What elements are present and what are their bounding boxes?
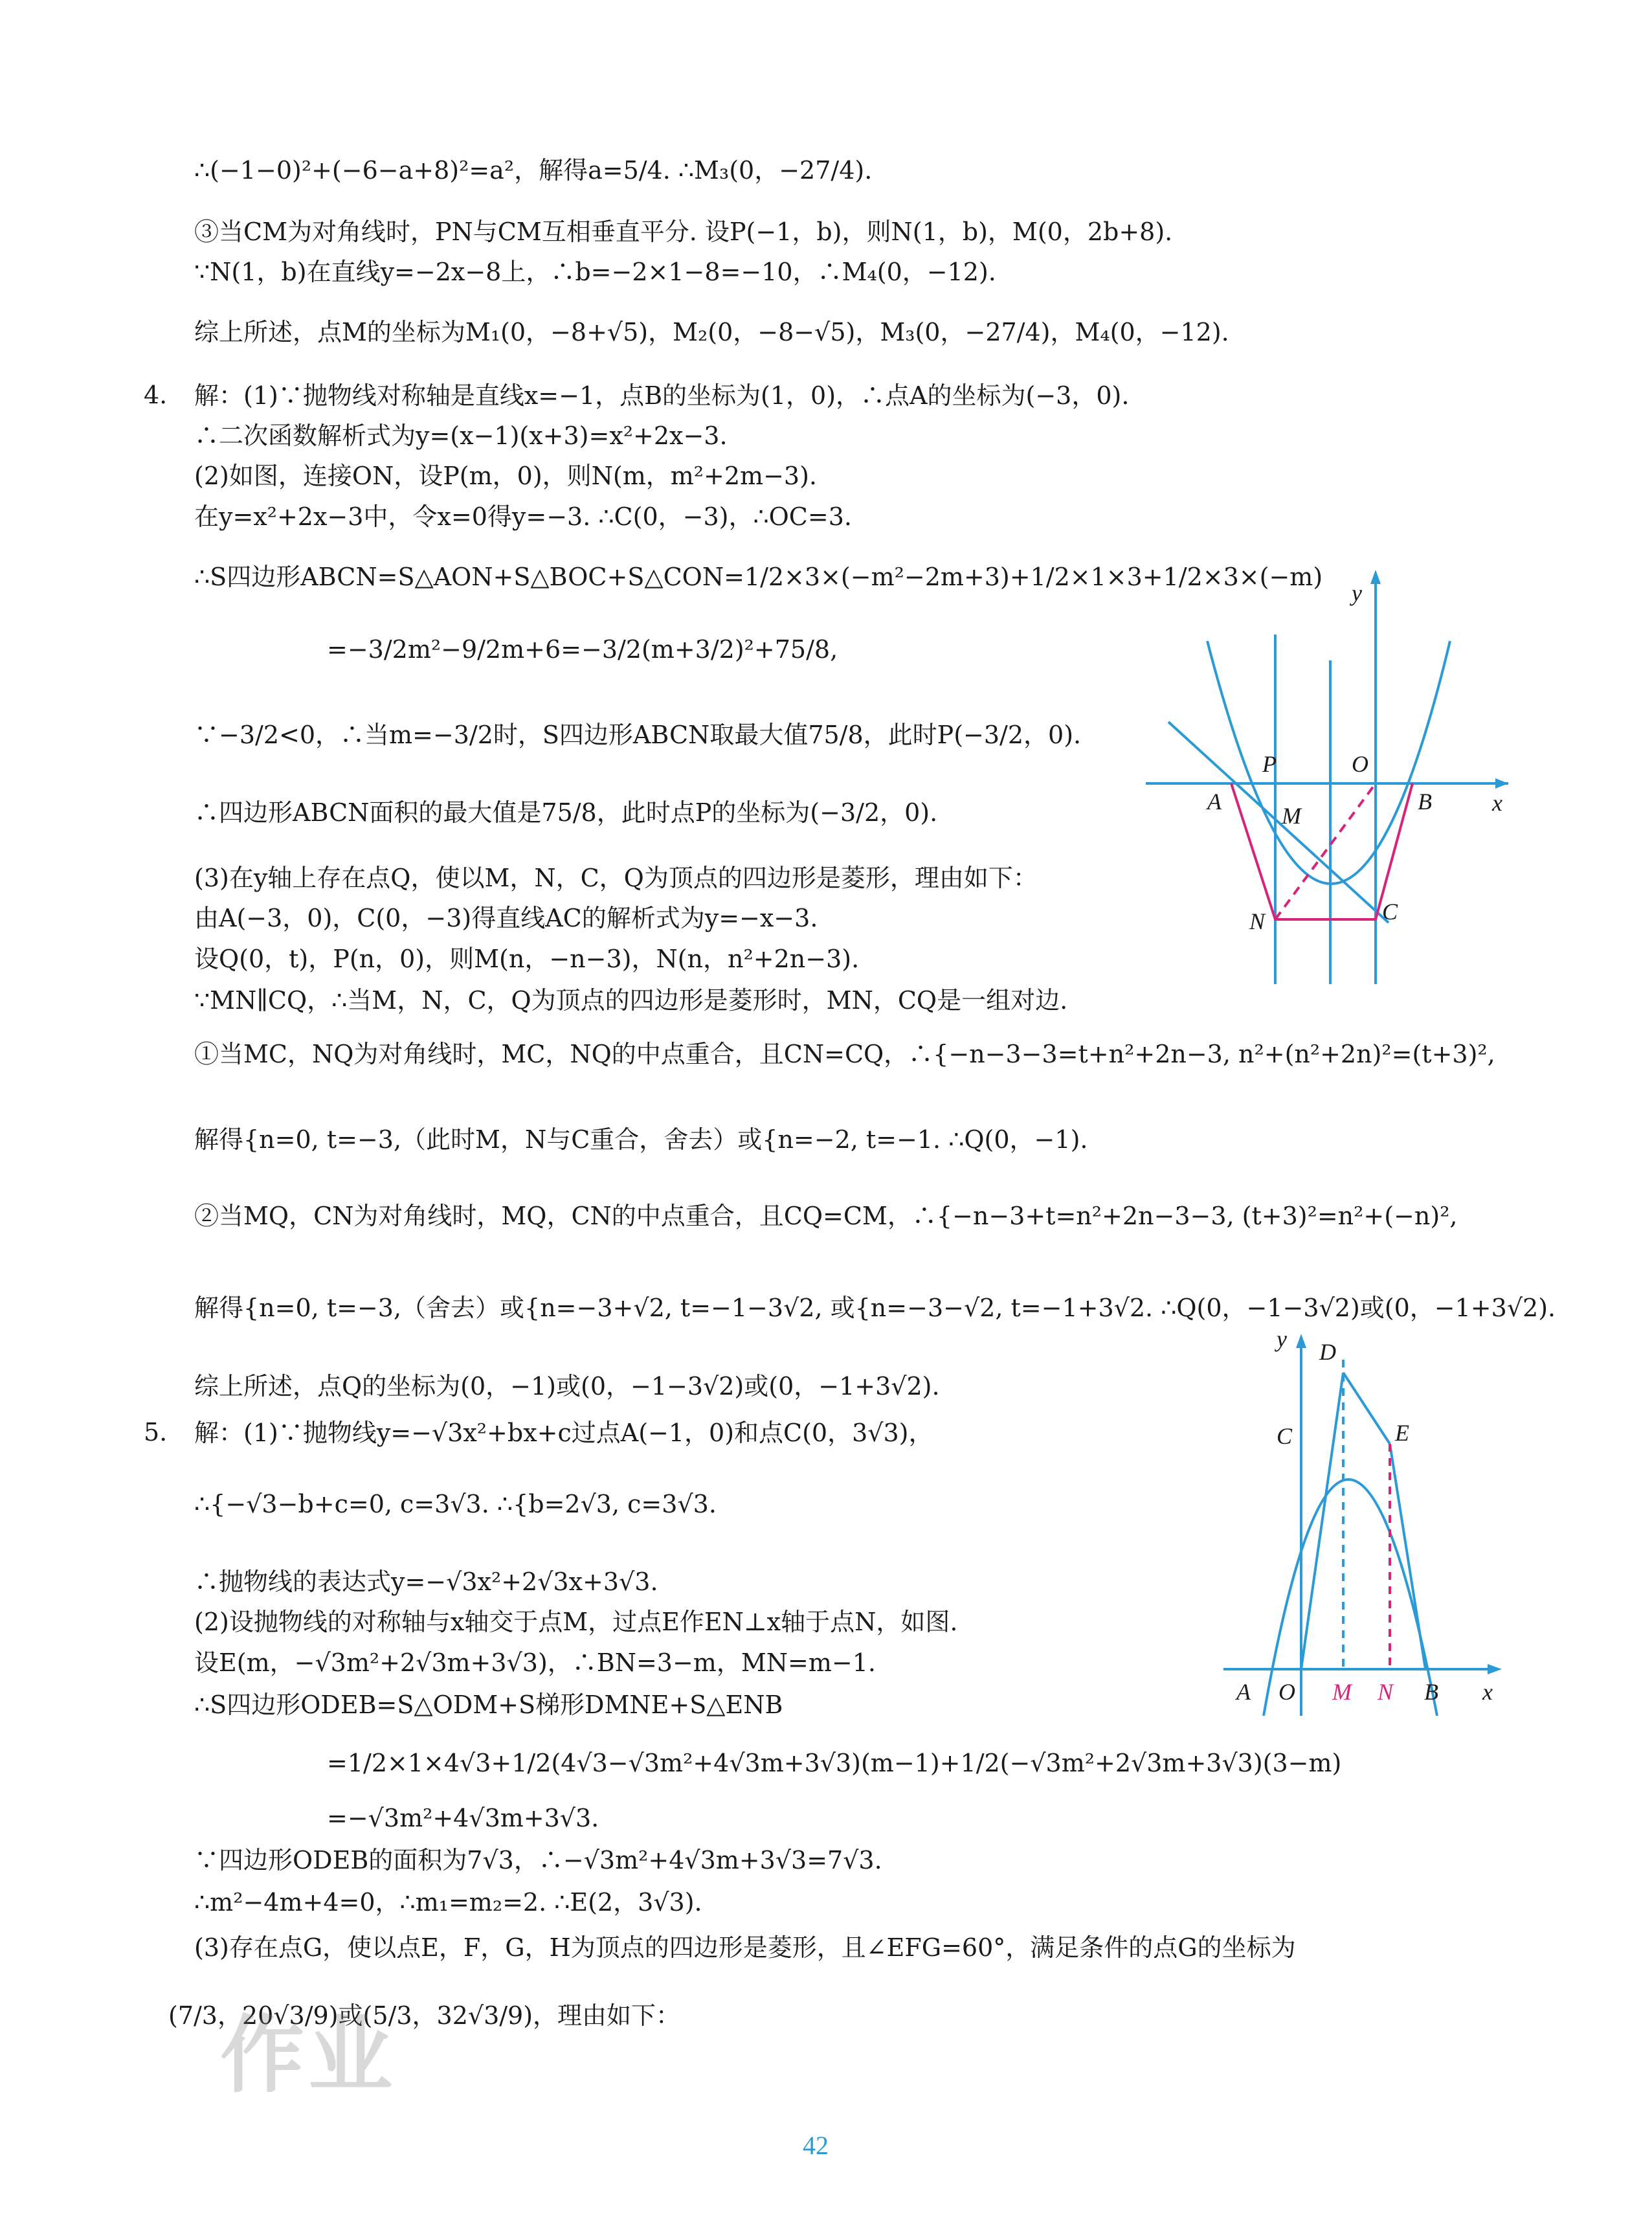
text-line: ②当MQ，CN为对角线时，MQ，CN的中点重合，且CQ=CM，∴{−n−3+t=n²+2n−3−3, (t+3)²=n²+(−n)², [194,1202,1458,1230]
text-line: (3)在y轴上存在点Q，使以M，N，C，Q为顶点的四边形是菱形，理由如下： [194,864,1038,892]
figure2-label-M: M [1332,1679,1352,1705]
figure1-label-M: M [1282,803,1301,829]
figure2-label-A: A [1236,1679,1251,1705]
text-line: ∴S四边形ABCN=S△AON+S△BOC+S△CON=1/2×3×(−m²−2m+3)+1/2×1×3+1/2×3×(−m) [194,563,1323,591]
text-line: =1/2×1×4√3+1/2(4√3−√3m²+4√3m+3√3)(m−1)+1/2(−√3m²+2√3m+3√3)(3−m) [327,1749,1342,1777]
text-line: ∴二次函数解析式为y=(x−1)(x+3)=x²+2x−3. [194,422,728,450]
text-line: 解：(1)∵抛物线对称轴是直线x=−1，点B的坐标为(1，0)，∴点A的坐标为(−3，0). [194,381,1130,410]
text-line: ∴S四边形ODEB=S△ODM+S梯形DMNE+S△ENB [194,1691,783,1719]
figure1-label-y: y [1352,580,1362,606]
problem-number: 4. [144,381,168,409]
text-line: 在y=x²+2x−3中，令x=0得y=−3. ∴C(0，−3)，∴OC=3. [194,502,852,531]
text-line: (7/3，20√3/9)或(5/3，32√3/9)，理由如下： [168,2001,681,2030]
text-line: ∵N(1，b)在直线y=−2x−8上，∴b=−2×1−8=−10，∴M₄(0，−12). [194,258,996,286]
problem-number: 5. [144,1418,168,1446]
text-line: ∴m²−4m+4=0，∴m₁=m₂=2. ∴E(2，3√3). [194,1888,702,1917]
text-line: 由A(−3，0)，C(0，−3)得直线AC的解析式为y=−x−3. [194,904,818,932]
text-line: ∴{−√3−b+c=0, c=3√3. ∴{b=2√3, c=3√3. [194,1490,717,1518]
text-line: (2)设抛物线的对称轴与x轴交于点M，过点E作EN⊥x轴于点N，如图. [194,1608,958,1636]
text-line: ∵MN∥CQ，∴当M，N，C，Q为顶点的四边形是菱形时，MN，CQ是一组对边. [194,986,1068,1015]
text-line: 设Q(0，t)，P(n，0)，则M(n，−n−3)，N(n，n²+2n−3). [194,945,860,973]
text-line: =−√3m²+4√3m+3√3. [327,1804,599,1832]
figure-parabola-2 [1223,1327,1508,1716]
text-line: (3)存在点G，使以点E，F，G，H为顶点的四边形是菱形，且∠EFG=60°，满足条件的点G的坐标为 [194,1933,1296,1962]
text-line: ∴抛物线的表达式y=−√3x²+2√3x+3√3. [194,1568,658,1596]
text-line: 解得{n=0, t=−3,（舍去）或{n=−3+√2, t=−1−3√2, 或{n=−3−√2, t=−1+3√2. ∴Q(0，−1−3√2)或(0，−1+3√2). [194,1294,1556,1322]
figure1-label-C: C [1382,899,1398,925]
text-line: (2)如图，连接ON，设P(m，0)，则N(m，m²+2m−3). [194,462,818,490]
page-number: 42 [803,2131,829,2160]
figure1-label-B: B [1418,789,1432,815]
figure2-label-O: O [1278,1679,1295,1705]
figure2-label-E: E [1395,1420,1409,1446]
figure-parabola-1 [1146,570,1508,984]
watermark: 作业 [220,2006,397,2104]
text-line: ①当MC，NQ为对角线时，MC，NQ的中点重合，且CN=CQ，∴{−n−3−3=t+n²+2n−3, n²+(n²+2n)²=(t+3)², [194,1040,1495,1068]
text-line: ∴四边形ABCN面积的最大值是75/8，此时点P的坐标为(−3/2，0). [194,798,938,827]
figure2-label-N: N [1378,1679,1394,1705]
text-line: 综上所述，点M的坐标为M₁(0，−8+√5)，M₂(0，−8−√5)，M₃(0，−27/4)，M₄(0，−12). [194,318,1229,346]
figure1-label-A: A [1207,789,1222,815]
text-line: ③当CM为对角线时，PN与CM互相垂直平分. 设P(−1，b)，则N(1，b)，M(0，2b+8). [194,218,1173,246]
text-line: ∵−3/2<0，∴当m=−3/2时，S四边形ABCN取最大值75/8，此时P(−3/2，0). [194,721,1082,749]
text-line: ∵四边形ODEB的面积为7√3，∴−√3m²+4√3m+3√3=7√3. [194,1846,882,1874]
figure1-label-O: O [1352,751,1368,777]
text-line: =−3/2m²−9/2m+6=−3/2(m+3/2)²+75/8, [327,635,838,664]
text-line: 解得{n=0, t=−3,（此时M，N与C重合，舍去）或{n=−2, t=−1. ∴Q(0，−1). [194,1125,1088,1154]
figure2-label-C: C [1277,1423,1293,1449]
text-line: ∴(−1−0)²+(−6−a+8)²=a²，解得a=5/4. ∴M₃(0，−27/4). [194,156,873,185]
text-line: 解：(1)∵抛物线y=−√3x²+bx+c过点A(−1，0)和点C(0，3√3)， [194,1419,933,1447]
figure2-label-D: D [1319,1339,1336,1365]
figure2-label-B: B [1424,1679,1438,1705]
figure2-label-y: y [1277,1327,1287,1352]
figure1-label-P: P [1262,751,1277,777]
text-line: 设E(m，−√3m²+2√3m+3√3)，∴BN=3−m，MN=m−1. [194,1648,876,1677]
figure1-label-x: x [1492,790,1502,816]
figure1-label-N: N [1249,908,1266,934]
text-line: 综上所述，点Q的坐标为(0，−1)或(0，−1−3√2)或(0，−1+3√2). [194,1372,940,1400]
figure2-label-x: x [1482,1679,1493,1705]
